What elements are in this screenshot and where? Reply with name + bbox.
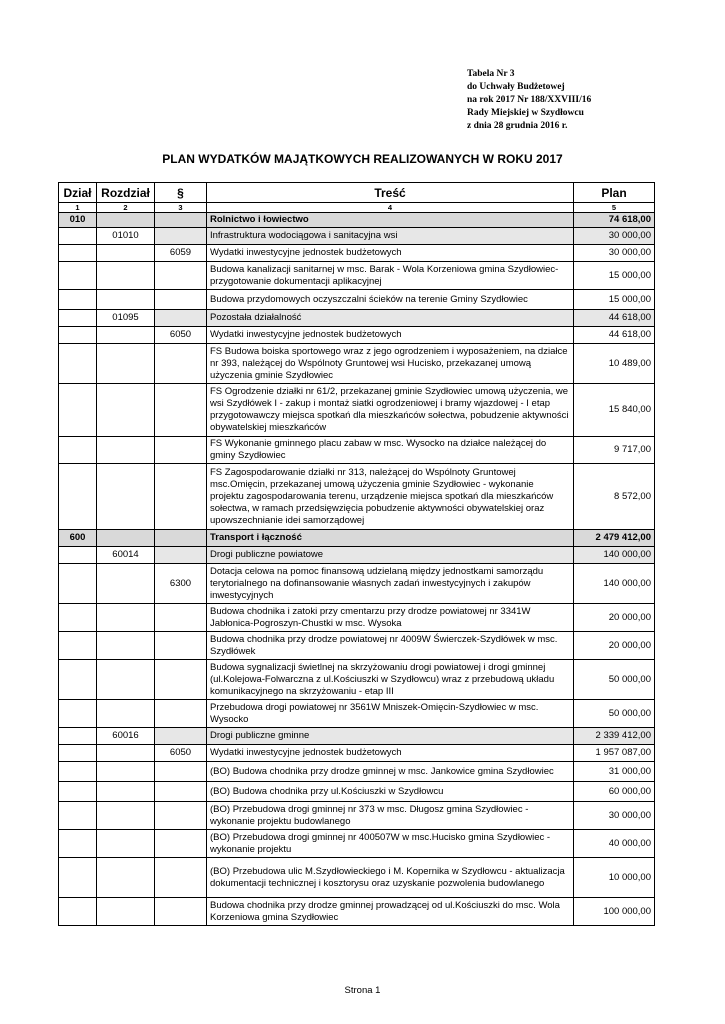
cell-tresc: FS Budowa boiska sportowego wraz z jego ogrodzeniem i wyposażeniem, na działce nr 393, należącej do Wspólnoty Gruntowej wsi Hucisko, przekazanej umową użyczenia gminie Szydłowiec — [207, 344, 574, 384]
cell-dzial — [59, 464, 97, 530]
cell-rozdzial — [97, 700, 155, 728]
cell-paragraf: 6059 — [155, 245, 207, 262]
cell-paragraf — [155, 290, 207, 310]
cell-paragraf — [155, 728, 207, 745]
table-row-item — [59, 384, 655, 437]
table-row-rozdzial — [59, 310, 655, 327]
table-row-dzial — [59, 213, 655, 228]
cell-tresc: Budowa kanalizacji sanitarnej w msc. Barak - Wola Korzeniowa gmina Szydłowiec- przygotowanie dokumentacji aplikacyjnej — [207, 262, 574, 290]
cell-tresc: Dotacja celowa na pomoc finansową udzielaną między jednostkami samorządu terytorialnego na dofinansowanie własnych zadań inwestycyjnych i zakupów inwestycyjnych — [207, 564, 574, 604]
expenditure-plan-table — [58, 182, 655, 926]
table-row-item — [59, 604, 655, 632]
column-header-paragraf: § — [155, 183, 207, 203]
cell-rozdzial — [97, 262, 155, 290]
table-row-paragraf — [59, 745, 655, 762]
cell-paragraf: 6300 — [155, 564, 207, 604]
cell-paragraf — [155, 700, 207, 728]
cell-plan: 9 717,00 — [574, 437, 655, 464]
cell-rozdzial: 60014 — [97, 547, 155, 564]
cell-paragraf — [155, 604, 207, 632]
column-header-plan: Plan — [574, 183, 655, 203]
cell-plan: 100 000,00 — [574, 898, 655, 926]
cell-paragraf — [155, 262, 207, 290]
cell-plan: 15 840,00 — [574, 384, 655, 437]
cell-rozdzial — [97, 290, 155, 310]
cell-plan: 1 957 087,00 — [574, 745, 655, 762]
cell-dzial — [59, 245, 97, 262]
cell-rozdzial — [97, 830, 155, 858]
table-row-item — [59, 700, 655, 728]
cell-plan: 74 618,00 — [574, 213, 655, 228]
table-row-item — [59, 802, 655, 830]
table-row-item — [59, 830, 655, 858]
cell-plan: 2 479 412,00 — [574, 530, 655, 547]
cell-dzial — [59, 830, 97, 858]
cell-tresc: Rolnictwo i łowiectwo — [207, 213, 574, 228]
cell-rozdzial — [97, 213, 155, 228]
cell-plan: 40 000,00 — [574, 830, 655, 858]
page-number: Strona 1 — [344, 985, 381, 996]
resolution-line: Rady Miejskiej w Szydłowcu — [467, 108, 584, 118]
table-row-paragraf — [59, 564, 655, 604]
cell-paragraf — [155, 762, 207, 782]
cell-plan: 10 489,00 — [574, 344, 655, 384]
cell-dzial — [59, 262, 97, 290]
cell-plan: 30 000,00 — [574, 245, 655, 262]
cell-rozdzial — [97, 530, 155, 547]
cell-dzial: 010 — [59, 213, 97, 228]
cell-dzial — [59, 858, 97, 898]
cell-tresc: Transport i łączność — [207, 530, 574, 547]
resolution-line: z dnia 28 grudnia 2016 r. — [467, 121, 568, 131]
cell-plan: 15 000,00 — [574, 262, 655, 290]
cell-rozdzial — [97, 245, 155, 262]
table-row-item — [59, 290, 655, 310]
cell-plan: 20 000,00 — [574, 632, 655, 660]
cell-dzial — [59, 802, 97, 830]
cell-tresc: Budowa chodnika przy drodze gminnej prowadzącej od ul.Kościuszki do msc. Wola Korzeniowa gmina Szydłowiec — [207, 898, 574, 926]
cell-paragraf — [155, 228, 207, 245]
cell-tresc: Budowa przydomowych oczyszczalni ścieków na terenie Gminy Szydłowiec — [207, 290, 574, 310]
cell-tresc: Wydatki inwestycyjne jednostek budżetowych — [207, 327, 574, 344]
cell-rozdzial — [97, 660, 155, 700]
cell-paragraf — [155, 464, 207, 530]
page-title: PLAN WYDATKÓW MAJĄTKOWYCH REALIZOWANYCH W ROKU 2017 — [162, 152, 563, 166]
cell-plan: 8 572,00 — [574, 464, 655, 530]
cell-tresc: Budowa chodnika przy drodze powiatowej nr 4009W Świerczek-Szydłówek w msc. Szydłówek — [207, 632, 574, 660]
table-header-row — [59, 183, 655, 203]
cell-tresc: Budowa chodnika i zatoki przy cmentarzu przy drodze powiatowej nr 3341W Jabłonica-Pogroszyn-Chustki w msc. Wysoka — [207, 604, 574, 632]
column-header-tresc: Treść — [207, 183, 574, 203]
cell-paragraf — [155, 213, 207, 228]
table-row-rozdzial — [59, 728, 655, 745]
column-number: 3 — [155, 203, 207, 213]
table-row-paragraf — [59, 327, 655, 344]
cell-paragraf — [155, 858, 207, 898]
cell-dzial — [59, 327, 97, 344]
resolution-line: do Uchwały Budżetowej — [467, 82, 565, 92]
cell-rozdzial — [97, 762, 155, 782]
cell-plan: 50 000,00 — [574, 700, 655, 728]
column-number: 4 — [207, 203, 574, 213]
cell-plan: 31 000,00 — [574, 762, 655, 782]
cell-paragraf — [155, 344, 207, 384]
resolution-reference — [467, 68, 591, 133]
cell-rozdzial: 60016 — [97, 728, 155, 745]
cell-plan: 2 339 412,00 — [574, 728, 655, 745]
cell-tresc: FS Zagospodarowanie działki nr 313, należącej do Wspólnoty Gruntowej msc.Omięcin, przekazanej umową użyczenia gminie Szydłowiec - wykonanie projektu zagospodarowania terenu, urządzenie miejsca spotkań dla mieszkańców sołectwa, w ramach przedsięwzięcia pobudzenie aktywności obywatelskiej oraz upowszechnianie idei samorządowej — [207, 464, 574, 530]
cell-dzial — [59, 762, 97, 782]
cell-plan: 140 000,00 — [574, 564, 655, 604]
cell-paragraf: 6050 — [155, 745, 207, 762]
cell-plan: 44 618,00 — [574, 310, 655, 327]
cell-rozdzial — [97, 464, 155, 530]
table-row-item — [59, 782, 655, 802]
column-number: 1 — [59, 203, 97, 213]
cell-rozdzial — [97, 437, 155, 464]
cell-rozdzial — [97, 564, 155, 604]
cell-paragraf — [155, 384, 207, 437]
cell-plan: 30 000,00 — [574, 802, 655, 830]
cell-rozdzial — [97, 802, 155, 830]
table-row-rozdzial — [59, 547, 655, 564]
cell-plan: 140 000,00 — [574, 547, 655, 564]
cell-rozdzial — [97, 384, 155, 437]
cell-rozdzial — [97, 898, 155, 926]
cell-rozdzial — [97, 745, 155, 762]
cell-tresc: (BO) Budowa chodnika przy ul.Kościuszki w Szydłowcu — [207, 782, 574, 802]
cell-plan: 10 000,00 — [574, 858, 655, 898]
cell-tresc: FS Wykonanie gminnego placu zabaw w msc. Wysocko na działce należącej do gminy Szydłowiec — [207, 437, 574, 464]
cell-tresc: Budowa sygnalizacji świetlnej na skrzyżowaniu drogi powiatowej i drogi gminnej (ul.Kolejowa-Folwarczna z ul.Kościuszki w Szydłowcu) wraz z przebudową układu komunikacyjnego na skrzyżowaniu - etap III — [207, 660, 574, 700]
cell-tresc: Drogi publiczne gminne — [207, 728, 574, 745]
column-number: 2 — [97, 203, 155, 213]
cell-dzial — [59, 290, 97, 310]
table-row-dzial — [59, 530, 655, 547]
cell-tresc: (BO) Przebudowa drogi gminnej nr 400507W w msc.Hucisko gmina Szydłowiec - wykonanie projektu — [207, 830, 574, 858]
cell-tresc: (BO) Przebudowa ulic M.Szydłowieckiego i M. Kopernika w Szydłowcu - aktualizacja dokumentacji technicznej i kosztorysu oraz uzyskanie pozwolenia budowlanego — [207, 858, 574, 898]
cell-tresc: FS Ogrodzenie działki nr 61/2, przekazanej gminie Szydłowiec umową użyczenia, we wsi Szydłówek I - zakup i montaż siatki ogrodzeniowej i bramy wjazdowej - I etap przygotowawczy miejsca spotkań dla mieszkańców sołectwa, pobudzenie aktywności obywatelskiej mieszkańców — [207, 384, 574, 437]
cell-dzial — [59, 547, 97, 564]
cell-rozdzial — [97, 604, 155, 632]
cell-dzial — [59, 344, 97, 384]
table-row-item — [59, 660, 655, 700]
column-header-dzial: Dział — [59, 183, 97, 203]
cell-plan: 15 000,00 — [574, 290, 655, 310]
cell-tresc: (BO) Przebudowa drogi gminnej nr 373 w msc. Długosz gmina Szydłowiec - wykonanie projektu budowlanego — [207, 802, 574, 830]
table-row-item — [59, 344, 655, 384]
cell-paragraf: 6050 — [155, 327, 207, 344]
table-row-rozdzial — [59, 228, 655, 245]
cell-rozdzial — [97, 782, 155, 802]
cell-paragraf — [155, 898, 207, 926]
table-row-item — [59, 437, 655, 464]
cell-plan: 44 618,00 — [574, 327, 655, 344]
cell-dzial — [59, 604, 97, 632]
resolution-line: Tabela Nr 3 — [467, 69, 515, 79]
cell-dzial — [59, 660, 97, 700]
cell-rozdzial — [97, 327, 155, 344]
cell-paragraf — [155, 632, 207, 660]
cell-rozdzial — [97, 344, 155, 384]
table-row-item — [59, 898, 655, 926]
column-header-rozdzial: Rozdział — [97, 183, 155, 203]
cell-dzial — [59, 310, 97, 327]
resolution-line: na rok 2017 Nr 188/XXVIII/16 — [467, 95, 592, 105]
table-row-item — [59, 464, 655, 530]
cell-dzial: 600 — [59, 530, 97, 547]
cell-dzial — [59, 700, 97, 728]
cell-plan: 60 000,00 — [574, 782, 655, 802]
cell-plan: 20 000,00 — [574, 604, 655, 632]
cell-dzial — [59, 728, 97, 745]
cell-tresc: Pozostała działalność — [207, 310, 574, 327]
cell-dzial — [59, 745, 97, 762]
cell-paragraf — [155, 782, 207, 802]
cell-paragraf — [155, 547, 207, 564]
cell-tresc: Wydatki inwestycyjne jednostek budżetowych — [207, 245, 574, 262]
cell-dzial — [59, 564, 97, 604]
cell-dzial — [59, 632, 97, 660]
cell-rozdzial: 01095 — [97, 310, 155, 327]
cell-paragraf — [155, 660, 207, 700]
table-row-item — [59, 858, 655, 898]
column-number: 5 — [574, 203, 655, 213]
cell-tresc: Drogi publiczne powiatowe — [207, 547, 574, 564]
cell-tresc: Wydatki inwestycyjne jednostek budżetowych — [207, 745, 574, 762]
cell-paragraf — [155, 310, 207, 327]
cell-dzial — [59, 782, 97, 802]
cell-tresc: (BO) Budowa chodnika przy drodze gminnej w msc. Jankowice gmina Szydłowiec — [207, 762, 574, 782]
table-row-item — [59, 262, 655, 290]
cell-plan: 50 000,00 — [574, 660, 655, 700]
column-number-row — [59, 203, 655, 213]
cell-dzial — [59, 384, 97, 437]
cell-tresc: Infrastruktura wodociągowa i sanitacyjna wsi — [207, 228, 574, 245]
cell-rozdzial: 01010 — [97, 228, 155, 245]
table-row-item — [59, 632, 655, 660]
cell-tresc: Przebudowa drogi powiatowej nr 3561W Mniszek-Omięcin-Szydłowiec w msc. Wysocko — [207, 700, 574, 728]
cell-dzial — [59, 228, 97, 245]
cell-paragraf — [155, 530, 207, 547]
cell-dzial — [59, 898, 97, 926]
cell-plan: 30 000,00 — [574, 228, 655, 245]
cell-rozdzial — [97, 858, 155, 898]
table-row-paragraf — [59, 245, 655, 262]
cell-dzial — [59, 437, 97, 464]
table-row-item — [59, 762, 655, 782]
cell-paragraf — [155, 802, 207, 830]
cell-paragraf — [155, 437, 207, 464]
cell-rozdzial — [97, 632, 155, 660]
cell-paragraf — [155, 830, 207, 858]
